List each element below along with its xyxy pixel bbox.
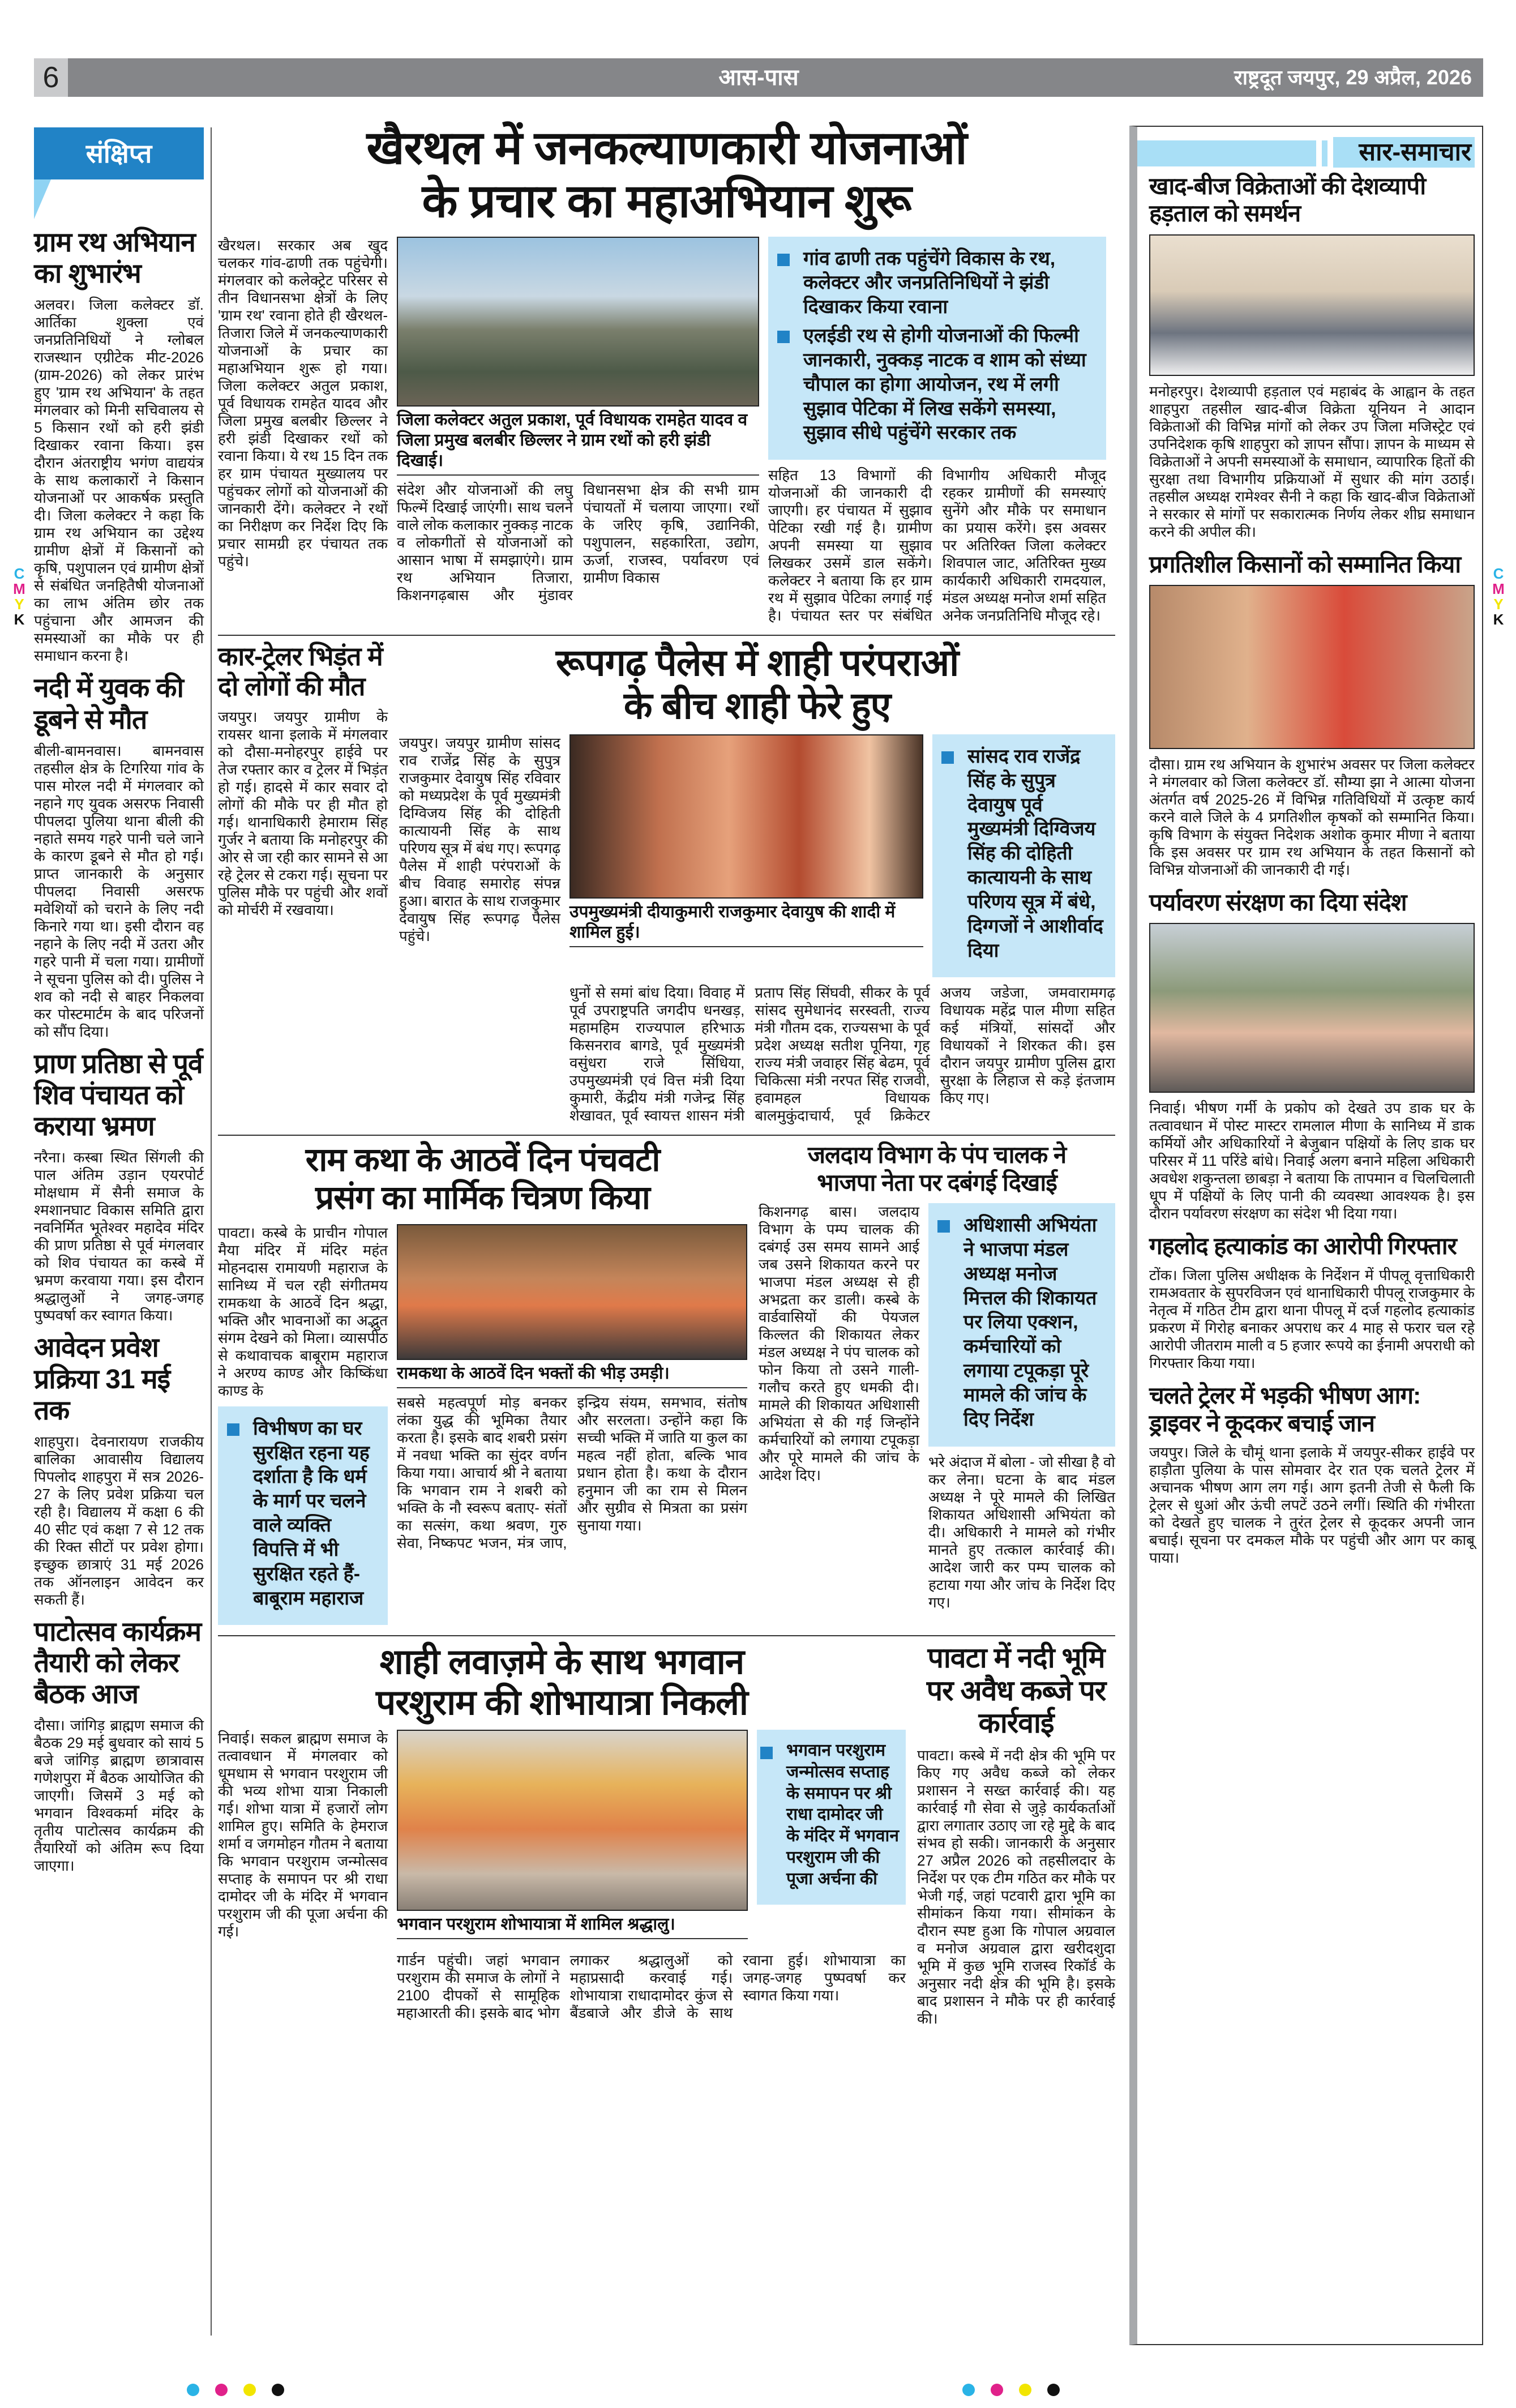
brief-headline: नदी में युवक की डूबने से मौत (34, 673, 183, 735)
parshuram-headline-line2: परशुराम की शोभायात्रा निकली (376, 1683, 748, 1722)
yellow-mark: Y (14, 596, 24, 613)
page-header (34, 58, 1483, 97)
wedding-photo-caption: उपमुख्यमंत्री दीयाकुमारी राजकुमार देवायुष की शादी में शामिल हुई। (569, 899, 923, 947)
wedding-highlight-box (932, 734, 1115, 977)
brief-body: बीली-बामनवास। बामनवास तहसील क्षेत्र के टिगरिया गांव के पास मोरल नदी में मंगलवार को नहाने गए युवक असरफ निवासी पीपलदा पुलिया थाना बीली की नहाते समय गहरे पानी चले जाने के कारण डूबने से मौत हो गई। प्राप्त जानकारी के अनुसार पीपलदा निवासी असरफ मवेशियों को चराने के लिए नदी किनारे गया था। इसी दौरान वह नहाने के लिए नदी में उतरा और गहरे पानी में चला गया। ग्रामीणों ने सूचना पुलिस को दी। पुलिस ने शव को नदी से बाहर निकलवा कर पोस्टमार्टम के बाद परिजनों को सौंप दिया। (34, 742, 204, 1040)
crash-story (218, 641, 388, 919)
lead-photo-caption: जिला कलेक्टर अतुल प्रकाश, पूर्व विधायक रामहेत यादव व जिला प्रमुख बलबीर छिल्लर ने ग्राम रथों को हरी झंडी दिखाई। (397, 407, 759, 476)
ramkatha-highlight-box (218, 1406, 388, 1626)
page-number: 6 (34, 58, 68, 97)
pavta-story (917, 1642, 1115, 2028)
column-divider (211, 127, 212, 2336)
crash-headline: कार-ट्रेलर भिड़ंत में दो लोगों की मौत (218, 641, 383, 702)
lead-body-continued: सहित 13 विभागों की योजनाओं की जानकारी दी जाएगी। हर पंचायत में सुझाव पेटिका रखी गई है। ग्रामीण अपनी समस्या या सुझाव लिखकर उसमें डाल सकेंगे। कलेक्टर ने बताया कि हर ग्राम रथ में सुझाव पेटिका लगाई गई है। पंचायत स्तर पर संबंधित विभागीय अधिकारी मौजूद रहकर ग्रामीणों की समस्याएं सुनेंगे और मौके पर समाधान का प्रयास करेंगे। इस अवसर पर अतिरिक्त जिला कलेक्टर शिवपाल जाट, अतिरिक्त मुख्य कार्यकारी अधिकारी रामदयाल, मंडल अध्यक्ष मनोज शर्मा सहित अनेक जनप्रतिनिधि मौजूद रहे। (768, 467, 1106, 625)
brief-headline: पाटोत्सव कार्यक्रम तैयारी को लेकर बैठक आज (34, 1616, 202, 1710)
parshuram-photo-caption: भगवान परशुराम शोभायात्रा में शामिल श्रद्धालु। (397, 1911, 748, 1939)
summary-photo (1149, 923, 1475, 1093)
center-stories (218, 122, 1115, 2038)
parshuram-highlight-box (757, 1730, 906, 1905)
lead-headline (218, 122, 1115, 229)
parshuram-story (218, 1642, 906, 2022)
lead-photo (397, 237, 759, 407)
side-label-band (1137, 140, 1316, 166)
summary-photo (1149, 234, 1475, 376)
highlight-point: भगवान परशुराम जन्मोत्सव सप्ताह के समापन पर श्री राधा दामोदर जी के मंदिर में भगवान परशुराम जी की पूजा अर्चना की (786, 1740, 899, 1890)
water-headline-line1: जलदाय विभाग के पंप चालक ने (807, 1141, 1067, 1169)
parshuram-headline-line1: शाही लवाज़मे के साथ भगवान (379, 1643, 744, 1682)
summary-body: मनोहरपुर। देशव्यापी हड़ताल एवं महाबंद के आह्वान के तहत शाहपुरा तहसील खाद-बीज विक्रेता यूनियन ने आदान विक्रेताओं की विभिन्न मांगों को लेकर उप जिला मजिस्ट्रेट एवं उपनिदेशक कृषि शाहपुरा को ज्ञापन सौंपा। ज्ञापन के माध्यम से विक्रेताओं ने अपनी समस्याओं के समाधान, व्यापारिक हितों की सुरक्षा तथा विभागीय प्रक्रियाओं में सुधार की मांग उठाई। तहसील अध्यक्ष रामेश्वर सैनी ने कहा कि खाद-बीज विक्रेताओं ने सरकार से मांगों पर सकारात्मक निर्णय लेकर शीघ्र समाधान करने की अपील की। (1149, 382, 1475, 540)
ramkatha-body: पावटा। कस्बे के प्राचीन गोपाल मैया मंदिर में मंदिर महंत मोहनदास रामायणी महाराज के सानिध्य में चल रही संगीतमय रामकथा के आठवें दिन श्रद्धा, भक्ति और भावनाओं का अद्भुत संगम देखने को मिला। व्यासपीठ से कथावाचक बाबूराम महाराज ने अरण्य काण्ड और किष्किंधा काण्ड के (218, 1224, 388, 1399)
ramkatha-photo-caption: रामकथा के आठवें दिन भक्तों की भीड़ उमड़ी। (397, 1360, 747, 1388)
yellow-dot (1019, 2384, 1031, 2396)
summary-headline: चलते ट्रेलर में भड़की भीषण आग: ड्राइवर ने कूदकर बचाई जान (1149, 1382, 1421, 1436)
brief-label: संक्षिप्त (34, 127, 204, 179)
lead-highlight-box (768, 237, 1106, 460)
wedding-body: जयपुर। जयपुर ग्रामीण सांसद राव राजेंद्र सिंह के सुपुत्र राजकुमार देवायुष सिंह रविवार को मध्यप्रदेश के पूर्व मुख्यमंत्री दिग्विजय सिंह की दोहिती कात्यायनी सिंह के साथ परिणय सूत्र में बंध गए। रूपगढ़ पैलेस में शाही परंपराओं के बीच विवाह समारोह संपन्न हुआ। बारात के साथ राजकुमार देवायुष सिंह रूपगढ़ पैलेस पहुंचे। (399, 734, 560, 944)
lead-story (218, 122, 1115, 625)
wedding-photo (569, 734, 923, 899)
cyan-dot (962, 2384, 975, 2396)
ramkatha-photo (397, 1224, 747, 1360)
magenta-dot (991, 2384, 1003, 2396)
side-label: सार-समाचार (1333, 137, 1475, 168)
summary-body: निवाई। भीषण गर्मी के प्रकोप को देखते उप डाक घर के तत्वावधान में पोस्ट मास्टर रामलाल मीणा के सानिध्य में डाक कर्मियों और अधिकारियों ने बेजुबान पक्षियों के लिए डाक घर परिसर में 11 परिंडे बांधे। निवाई अलग बनाने महिला अधिकारी अवधेश शकुन्तला छाबड़ा ने बताया कि तापमान व चिलचिलाती धूप में पक्षियों के लिए पानी की व्यवस्था आवश्यक है। इस दौरान पर्यावरण संरक्षण का संदेश भी दिया गया। (1149, 1100, 1475, 1222)
ramkatha-story (218, 1141, 747, 1625)
summary-photo (1149, 585, 1475, 749)
highlight-point: अधिशासी अभियंता ने भाजपा मंडल अध्यक्ष मनोज मित्तल की शिकायत पर लिया एक्शन, कर्मचारियों को लगाया टपूकड़ा पूरे मामले की जांच के दिए निर्देश (963, 1213, 1104, 1431)
brief-label-tail (34, 179, 51, 219)
brief-body: नरैना। कस्बा स्थित सिंगली की पाल अंतिम उड़ान एयरपोर्ट मोक्षधाम में सैनी समाज के श्मशानघाट विकास समिति द्वारा नवनिर्मित भूतेश्वर महादेव मंदिर की प्राण प्रतिष्ठा से पूर्व मंगलवार को शिव पंचायत का कस्बे में भ्रमण करवाया गया। इस दौरान श्रद्धालुओं ने जगह-जगह पुष्पवर्षा कर स्वागत किया। (34, 1149, 204, 1324)
summary-body: जयपुर। जिले के चौमूं थाना इलाके में जयपुर-सीकर हाईवे पर हाड़ौता पुलिया के पास सोमवार देर रात एक चलते ट्रेलर में अचानक भीषण आग लग गई। आग इतनी तेजी से फैली कि ट्रेलर से धुआं और ऊंची लपटें उठने लगीं। स्थिति की गंभीरता को देखते हुए चालक ने तुरंत ट्रेलर से कूदकर अपनी जान बचाई। सूचना पर दमकल मौके पर पहुंची और आग पर काबू पाया। (1149, 1444, 1475, 1567)
magenta-dot (215, 2384, 228, 2396)
lead-headline-line1: खैरथल में जनकल्याणकारी योजनाओं (366, 122, 967, 174)
black-dot (272, 2384, 284, 2396)
parshuram-body-continued: गार्डन पहुंची। जहां भगवान परशुराम की समाज के लोगों ने 2100 दीपकों से सामूहिक महाआरती की। इसके बाद भोग लगाकर श्रद्धालुओं को महाप्रसादी करवाई गई। शोभायात्रा राधादामोदर कुंज से बैंडबाजे और डीजे के साथ रवाना हुई। शोभायात्रा का जगह-जगह पुष्पवर्षा कर स्वागत किया गया। (397, 1952, 906, 2022)
cmyk-registration-mark (1492, 566, 1505, 627)
briefs-column (34, 127, 204, 1875)
black-mark: K (14, 611, 25, 628)
stories-row (218, 635, 1115, 1124)
brief-headline: प्राण प्रतिष्ठा से पूर्व शिव पंचायत को कराया भ्रमण (34, 1049, 203, 1142)
water-highlight-box (928, 1203, 1115, 1446)
summary-headline: पर्यावरण संरक्षण का दिया संदेश (1149, 888, 1407, 916)
brief-body: अलवर। जिला कलेक्टर डॉ. आर्तिका शुक्ला एवं जनप्रतिनिधियों ने ग्लोबल राजस्थान एग्रीटेक मीट-2026 (ग्राम-2026) को लेकर प्रारंभ हुए 'ग्राम रथ अभियान' के तहत मंगलवार को मिनी सचिवालय से 5 किसान रथों को हरी झंडी दिखाकर रवाना किया। इस दौरान अंतराष्ट्रीय भगंण वाद्ययंत्र के साथ कलाकारों ने किसान योजनाओं पर आकर्षक प्रस्तुति दी। जिला कलेक्टर ने कहा कि ग्राम रथ अभियान का उद्देश्य ग्रामीण क्षेत्रों में किसानों को कृषि, पशुपालन एवं ग्रामीण क्षेत्रों से संबंधित जनहितैषी योजनाओं का लाभ अंतिम छोर तक पहुंचाना और आमजन की समस्याओं का मौके पर ही समाधान करना है। (34, 296, 204, 665)
water-body: किशनगढ़ बास। जलदाय विभाग के पम्प चालक की दबंगई उस समय सामने आई जब उसने शिकायत करने पर भाजपा मंडल अध्यक्ष से ही अभद्रता कर डाली। कस्बे के वार्डवासियों की पेयजल किल्लत की शिकायत लेकर मंडल अध्यक्ष ने पंप चालक को फोन किया तो उसने गाली-गलौच करते हुए धमकी दी। मामले की शिकायत अधिशासी अभियंता से की गई जिन्होंने कर्मचारियों को लगाया टपूकड़ा और पूरे मामले की जांच के आदेश दिए। (759, 1203, 919, 1484)
summary-column (1149, 173, 1475, 1567)
cyan-mark: C (1493, 565, 1504, 582)
ramkatha-headline-line1: राम कथा के आठवें दिन पंचवटी (305, 1141, 660, 1179)
cmyk-registration-mark (12, 566, 26, 627)
pavta-headline: पावटा में नदी भूमि पर अवैध कब्जे पर कार्रवाई (926, 1642, 1106, 1739)
parshuram-headline (218, 1642, 906, 1723)
lead-headline-line2: के प्रचार का महाअभियान शुरू (422, 176, 911, 228)
stories-row (218, 1635, 1115, 2028)
wedding-story (399, 641, 1115, 1124)
magenta-mark: M (1492, 580, 1505, 597)
parshuram-body: निवाई। सकल ब्राह्मण समाज के तत्वावधान में मंगलवार को धूमधाम से भगवान परशुराम जी की भव्य शोभा यात्रा निकाली गई। शोभा यात्रा में हजारों लोग शामिल हुए। समिति के हेमराज शर्मा व जगमोहन गौतम ने बताया कि भगवान परशुराम जन्मोत्सव सप्ताह के समापन पर श्री राधा दामोदर जी के मंदिर में भगवान परशुराम जी की पूजा अर्चना की गई। (218, 1730, 388, 1940)
summary-headline: प्रगतिशील किसानों को सम्मानित किया (1149, 550, 1461, 578)
pavta-body: पावटा। कस्बे में नदी क्षेत्र की भूमि पर किए गए अवैध कब्जे को लेकर प्रशासन ने सख्त कार्रवाई की। यह कार्रवाई गौ सेवा से जुड़े कार्यकर्ताओं द्वारा लगातार उठाए जा रहे मुद्दे के बाद संभव हो सकी। जानकारी के अनुसार 27 अप्रैल 2026 को तहसीलदार के निर्देश पर एक टीम गठित कर मौके पर भेजी गई, जहां पटवारी द्वारा भूमि का सीमांकन किया गया। सीमांकन के दौरान स्पष्ट हुआ कि गोपाल अग्रवाल व मनोज अग्रवाल द्वारा खरीदशुदा भूमि में कुछ भूमि राजस्व रिकॉर्ड के अनुसार नदी क्षेत्र की भूमि है। इसके बाद प्रशासन ने मौके पर ही कार्रवाई की। (917, 1746, 1115, 2027)
paper-date: राष्ट्रदूत जयपुर, 29 अप्रैल, 2026 (1234, 66, 1472, 89)
ramkatha-headline-line2: प्रसंग का मार्मिक चित्रण किया (315, 1179, 650, 1217)
water-story (759, 1141, 1115, 1611)
brief-headline: ग्राम रथ अभियान का शुभारंभ (34, 228, 195, 289)
wedding-headline (399, 641, 1115, 728)
lead-body: खैरथल। सरकार अब खुद चलकर गांव-ढाणी तक पहुंचेगी। मंगलवार को कलेक्ट्रेट परिसर से तीन विधानसभा क्षेत्रों के लिए 'ग्राम रथ' रवाना होते ही खैरथल-तिजारा जिले में जनकल्याणकारी योजनाओं के प्रचार का महाअभियान शुरू हो गया। जिला कलेक्टर अतुल प्रकाश, पूर्व विधायक रामहेत यादव और जिला प्रमुख बलबीर छिल्लर ने हरी झंडी दिखाकर रथों को रवाना किया। ये रथ 15 दिन तक हर ग्राम पंचायत मुख्यालय पर पहुंचकर लोगों को योजनाओं की जानकारी देंगे। कलेक्टर ने रथों का निरीक्षण कर निर्देश दिए कि प्रचार सामग्री हर पंचायत तक पहुंचे। (218, 236, 388, 570)
highlight-point: विभीषण का घर सुरक्षित रहना यह दर्शाता है कि धर्म के मार्ग पर चलने वाले व्यक्ति विपत्ति में भी सुरक्षित रहते हैं- बाबूराम महाराज (253, 1417, 376, 1611)
summary-body: टोंक। जिला पुलिस अधीक्षक के निर्देशन में पीपलू वृत्ताधिकारी रामअवतार के सुपरविजन एवं थानाधिकारी पीपलू राजकुमार के नेतृत्व में गठित टीम द्वारा थाना पीपलू में दर्ज गहलोद हत्याकांड प्रकरण में गिरोह बनाकर अपराध कर 4 माह से फरार चल रहे आरोपी जीतराम माली व 5 हजार रूपये का ईनामी अपराधी को गिरफ्तार किया गया। (1149, 1267, 1475, 1372)
yellow-mark: Y (1493, 596, 1504, 613)
parshuram-photo (397, 1730, 748, 1911)
cyan-dot (187, 2384, 199, 2396)
highlight-point: सांसद राव राजेंद्र सिंह के सुपुत्र देवायुष पूर्व मुख्यमंत्री दिग्विजय सिंह की दोहिती कात्यायनी के साथ परिणय सूत्र में बंधे, दिग्गजों ने आशीर्वाद दिया (967, 745, 1104, 963)
magenta-mark: M (13, 580, 25, 597)
cyan-mark: C (14, 565, 25, 582)
water-headline (759, 1141, 1115, 1196)
crash-body: जयपुर। जयपुर ग्रामीण के रायसर थाना इलाके में मंगलवार को दौसा-मनोहरपुर हाईवे पर तेज रफ्तार कार व ट्रेलर में भिड़ंत हो गई। हादसे में कार सवार दो लोगों की मौके पर ही मौत हो गई। थानाधिकारी हेमाराम सिंह गुर्जर ने बताया कि मनोहरपुर की ओर से जा रही कार सामने से आ रहे ट्रेलर से टकरा गई। सूचना पर पुलिस मौके पर पहुंची और शवों को मोर्चरी में रखवाया। (218, 708, 388, 918)
black-dot (1047, 2384, 1060, 2396)
section-name: आस-पास (718, 65, 799, 90)
highlight-point: गांव ढाणी तक पहुंचेंगे विकास के रथ, कलेक्टर और जनप्रतिनिधियों ने झंडी दिखाकर किया रवाना (803, 247, 1095, 319)
lead-body-continued: संदेश और योजनाओं की लघु फिल्में दिखाई जाएंगी। साथ चलने वाले लोक कलाकार नुक्कड़ नाटक व लोकगीतों से योजनाओं को आसान भाषा में समझाएंगे। ग्राम रथ अभियान तिजारा, किशनगढ़बास और मुंडावर विधानसभा क्षेत्र की सभी ग्राम पंचायतों में चलाया जाएगा। रथों के जरिए कृषि, उद्यानिकी, पशुपालन, सहकारिता, उद्योग, ऊर्जा, राजस्व, पर्यावरण एवं ग्रामीण विकास (397, 481, 759, 604)
water-headline-line2: भाजपा नेता पर दबंगई दिखाई (817, 1169, 1057, 1196)
highlight-point: एलईडी रथ से होगी योजनाओं की फिल्मी जानकारी, नुक्कड़ नाटक व शाम को संध्या चौपाल का होगा आयोजन, रथ में लगी सुझाव पेटिका में लिख सकेंगे समस्या, सुझाव सीधे पहुंचेंगे सरकार तक (803, 324, 1095, 445)
brief-body: शाहपुरा। देवनारायण राजकीय बालिका आवासीय विद्यालय पिपलोद शाहपुरा में सत्र 2026-27 के लिए प्रवेश प्रक्रिया चल रही है। विद्यालय में कक्षा 6 की 40 सीट एवं कक्षा 7 से 12 तक की रिक्त सीटों पर प्रवेश होगा। इच्छुक छात्राएं 31 मई 2026 तक ऑनलाइन आवेदन कर सकती हैं। (34, 1432, 204, 1608)
wedding-headline-line2: के बीच शाही फेरे हुए (623, 685, 891, 727)
water-body-continued: भरे अंदाज में बोला - जो सीखा है वो कर लेना। घटना के बाद मंडल अध्यक्ष ने पूरे मामले की लिखित शिकायत अधिशासी अभियंता को दी। अधिकारी ने मामले को गंभीर मानते हुए तत्काल कार्रवाई की। आदेश जारी कर पम्प चालक को हटाया गया और जांच के निर्देश दिए गए। (928, 1453, 1115, 1611)
summary-headline: खाद-बीज विक्रेताओं की देशव्यापी हड़ताल को समर्थन (1149, 173, 1426, 227)
ramkatha-headline (218, 1141, 747, 1217)
ramkatha-body-continued: सबसे महत्वपूर्ण मोड़ बनकर लंका युद्ध की भूमिका तैयार करता है। इसके बाद शबरी प्रसंग में नवधा भक्ति का सुंदर वर्णन किया गया। आचार्य श्री ने बताया कि भगवान राम ने शबरी को भक्ति के नौ स्वरूप बताए- संतों का सत्संग, कथा श्रवण, गुरु सेवा, निष्कपट भजन, मंत्र जाप, इन्द्रिय संयम, समभाव, संतोष और सरलता। उन्होंने कहा कि सच्ची भक्ति में जाति या कुल का महत्व नहीं होता, बल्कि भाव प्रधान होता है। कथा के दौरान हनुमान जी का राम से मिलन और सुग्रीव से मित्रता का प्रसंग सुनाया गया। (397, 1393, 747, 1551)
brief-body: दौसा। जांगिड़ ब्राह्मण समाज की बैठक 29 मई बुधवार को सायं 5 बजे जांगिड़ ब्राह्मण छात्रावास गणेशपुरा में बैठक आयोजित की जाएगी। जिसमें 3 मई को भगवान विश्वकर्मा मंदिर के तृतीय पाटोत्सव कार्यक्रम की तैयारियों को अंतिम रूप दिया जाएगा। (34, 1717, 204, 1875)
summary-headline: गहलोद हत्याकांड का आरोपी गिरफ्तार (1149, 1233, 1457, 1260)
side-label-band (1322, 140, 1327, 166)
black-mark: K (1493, 611, 1504, 628)
brief-headline: आवेदन प्रवेश प्रक्रिया 31 मई तक (34, 1333, 170, 1426)
wedding-headline-line1: रूपगढ़ पैलेस में शाही परंपराओं (555, 641, 959, 684)
wedding-body-continued: धुनों से समां बांध दिया। विवाह में पूर्व उपराष्ट्रपति जगदीप धनखड़, महामहिम राज्यपाल हरिभाऊ किसनराव बागडे, पूर्व मुख्यमंत्री वसुंधरा राजे सिंधिया, उपमुख्यमंत्री एवं वित्त मंत्री दिया कुमारी, केंद्रीय मंत्री गजेन्द्र सिंह शेखावत, पूर्व स्वायत्त शासन मंत्री प्रताप सिंह सिंघवी, सीकर के पूर्व सांसद सुमेधानंद सरस्वती, राज्य मंत्री गौतम दक, राज्यसभा के पूर्व प्रदेश अध्यक्ष सतीश पूनिया, गृह राज्य मंत्री जवाहर सिंह बेढम, पूर्व चिकित्सा मंत्री नरपत सिंह राजवी, हवामहल विधायक बालमुकुंदाचार्य, पूर्व क्रिकेटर अजय जडेजा, जमवारामगढ़ विधायक महेंद्र पाल मीणा सहित कई मंत्रियों, सांसदों और विधायकों ने शिरकत की। इस दौरान जयपुर ग्रामीण पुलिस द्वारा सुरक्षा के लिहाज से कड़े इंतजाम किए गए। (569, 984, 1115, 1124)
stories-row (218, 1135, 1115, 1625)
summary-body: दौसा। ग्राम रथ अभियान के शुभारंभ अवसर पर जिला कलेक्टर ने मंगलवार को जिला कलेक्टर डॉ. सौम्या झा ने आत्मा योजना अंतर्गत वर्ष 2025-26 में विभिन्न गतिविधियों में उत्कृष्ट कार्य करने वाले जिले के 4 प्रगतिशील कृषकों को सम्मानित किया। कृषि विभाग के संयुक्त निदेशक अशोक कुमार मीणा ने बताया कि इस अवसर पर ग्राम रथ अभियान के तहत किसानों को विभिन्न योजनाओं की जानकारी दी गई। (1149, 755, 1475, 878)
yellow-dot (243, 2384, 256, 2396)
